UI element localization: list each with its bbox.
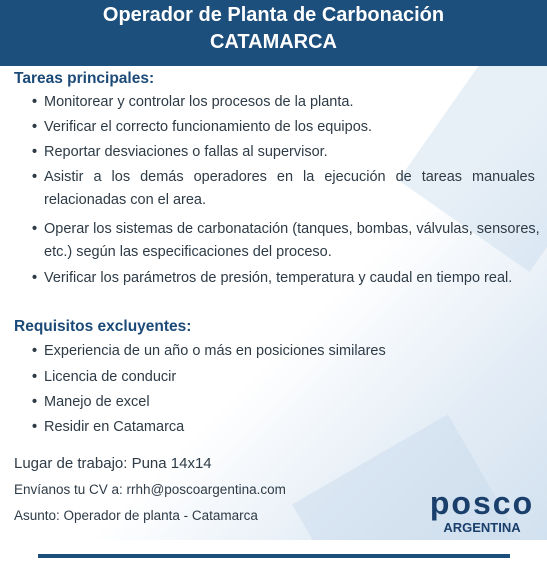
page-title: Operador de Planta de Carbonación (102, 4, 445, 26)
list-item: • Manejo de excel (32, 394, 150, 410)
bullet-icon: • (32, 221, 38, 237)
workplace-text: Lugar de trabajo: Puna 14x14 (14, 455, 212, 472)
bullet-icon: • (32, 394, 38, 410)
justified-word: manuales (472, 169, 535, 185)
bullet-icon: • (32, 169, 38, 185)
bullet-icon: • (32, 119, 38, 135)
bullet-icon: • (32, 419, 38, 435)
justified-word: en (276, 169, 294, 185)
justified-word: a (93, 169, 102, 185)
justified-word: los (111, 169, 131, 185)
bullet-icon: • (32, 144, 38, 160)
bullet-icon: • (32, 94, 38, 110)
logo-wordmark: posco (429, 485, 535, 521)
justified-word: de (395, 169, 412, 185)
requirements-heading: Requisitos excluyentes: (14, 318, 192, 335)
tasks-heading: Tareas principales: (14, 70, 155, 87)
list-item-continuation: etc.) según las especificaciones del proceso. (44, 244, 332, 260)
list-item-continuation: relacionadas con el area. (44, 192, 207, 208)
list-item: • Licencia de conducir (32, 369, 177, 385)
cv-contact-text: Envíanos tu CV a: rrhh@poscoargentina.com (14, 482, 286, 497)
list-item: • Monitorear y controlar los procesos de la planta. (32, 94, 354, 110)
justified-word: operadores (193, 169, 267, 185)
subject-text: Asunto: Operador de planta - Catamarca (14, 508, 258, 523)
list-item: • Experiencia de un año o más en posiciones similares (32, 343, 386, 359)
justified-word: la (303, 169, 315, 185)
bullet-icon: • (32, 270, 38, 286)
bullet-icon: • (32, 343, 38, 359)
posco-logo (422, 485, 542, 536)
list-item-text (44, 169, 535, 185)
logo-subtext: ARGENTINA (443, 520, 521, 535)
justified-word: ejecución (324, 169, 386, 185)
list-item: • Reportar desviaciones o fallas al supervisor. (32, 144, 328, 160)
list-item (32, 169, 535, 185)
list-item: • Operar los sistemas de carbonatación (tanques, bombas, válvulas, sensores, (32, 221, 540, 237)
header-banner (0, 0, 547, 66)
bullet-icon: • (32, 369, 38, 385)
justified-word: Asistir (44, 169, 84, 185)
list-item: • Verificar los parámetros de presión, temperatura y caudal en tiempo real. (32, 270, 513, 286)
list-item: • Residir en Catamarca (32, 419, 185, 435)
justified-word: tareas (421, 169, 463, 185)
bottom-divider (38, 554, 510, 558)
page-subtitle-location: CATAMARCA (209, 31, 337, 53)
list-item: • Verificar el correcto funcionamiento de los equipos. (32, 119, 373, 135)
justified-word: demás (140, 169, 184, 185)
